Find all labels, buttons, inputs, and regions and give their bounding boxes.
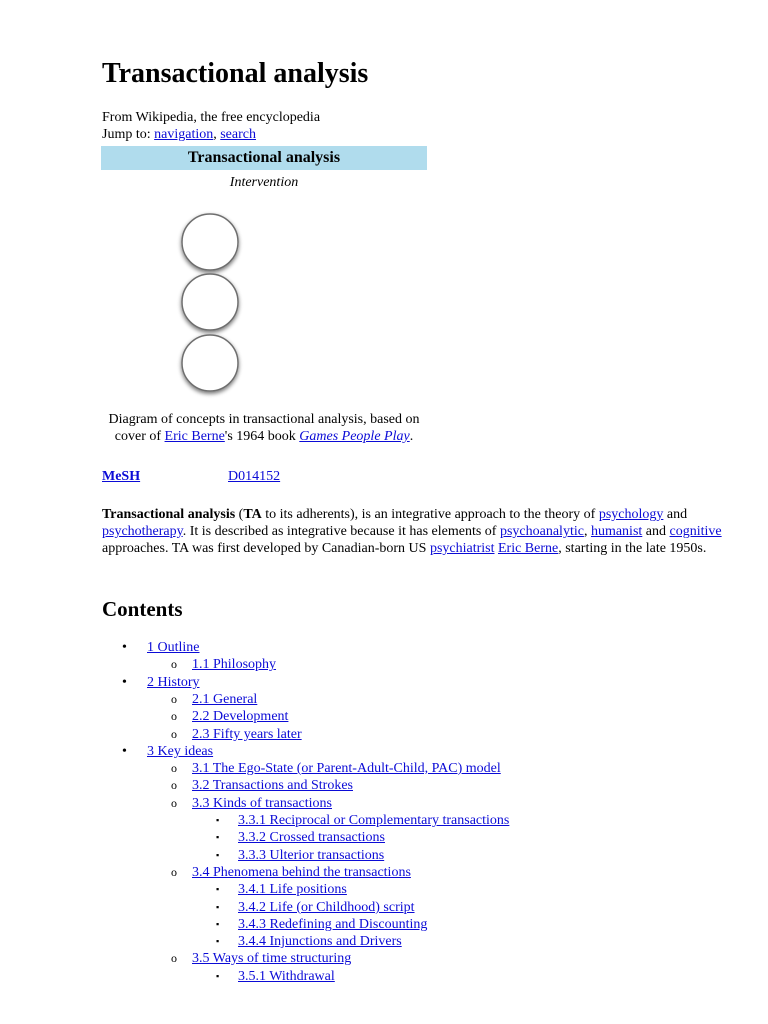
- intro-text: approaches. TA was first developed by Canadian-born US: [102, 541, 430, 556]
- caption-text: 's 1964 book: [224, 429, 300, 444]
- toc-link[interactable]: 3.3 Kinds of transactions: [192, 796, 332, 811]
- intro-text: and: [642, 524, 670, 539]
- jump-prefix: Jump to:: [102, 127, 155, 142]
- jump-separator: ,: [213, 127, 221, 142]
- infobox-caption: [101, 411, 427, 445]
- mesh-link[interactable]: MeSH: [102, 469, 141, 484]
- infobox-title: Transactional analysis: [101, 146, 427, 170]
- parent-circle: [182, 214, 238, 270]
- cognitive-link[interactable]: cognitive: [669, 524, 722, 539]
- eric-berne-link[interactable]: Eric Berne: [164, 429, 225, 444]
- toc-link[interactable]: 3.4.1 Life positions: [238, 882, 347, 897]
- toc-link[interactable]: 2.2 Development: [192, 709, 289, 724]
- mesh-id-link[interactable]: D014152: [228, 469, 281, 484]
- jump-links: [102, 126, 256, 143]
- toc-link[interactable]: 3.4 Phenomena behind the transactions: [192, 865, 411, 880]
- toc-link[interactable]: 3.2 Transactions and Strokes: [192, 778, 353, 793]
- toc-link[interactable]: 3.1 The Ego-State (or Parent-Adult-Child, PAC) model: [192, 761, 501, 776]
- toc-bullet: o: [171, 778, 177, 792]
- toc-bullet: ▪: [216, 832, 220, 842]
- toc-bullet: o: [171, 951, 177, 965]
- toc-link[interactable]: 3.4.2 Life (or Childhood) script: [238, 900, 415, 915]
- psychotherapy-link[interactable]: psychotherapy: [102, 524, 183, 539]
- toc-bullet: o: [171, 692, 177, 706]
- toc-bullet: ▪: [216, 884, 220, 894]
- toc-bullet: o: [171, 865, 177, 879]
- infobox-subtitle: Intervention: [229, 175, 299, 190]
- navigation-link[interactable]: navigation: [154, 127, 214, 142]
- intro-term: Transactional analysis: [102, 507, 236, 522]
- toc-link[interactable]: 3.5.1 Withdrawal: [238, 969, 335, 984]
- toc-bullet: o: [171, 727, 177, 741]
- intro-paragraph: [102, 506, 722, 557]
- toc-bullet: o: [171, 657, 177, 671]
- search-link[interactable]: search: [220, 127, 256, 142]
- psychology-link[interactable]: psychology: [598, 507, 664, 522]
- toc-link[interactable]: 2 History: [147, 675, 200, 690]
- toc-bullet: •: [122, 744, 127, 759]
- contents-heading: Contents: [102, 597, 183, 621]
- tagline: From Wikipedia, the free encyclopedia: [102, 110, 321, 125]
- toc-link[interactable]: 3.3.2 Crossed transactions: [238, 830, 385, 845]
- intro-abbr: TA: [243, 507, 262, 522]
- intro-text: ,: [583, 524, 591, 539]
- child-circle: [182, 335, 238, 391]
- eric-berne-link[interactable]: Eric Berne: [497, 541, 559, 556]
- toc-link[interactable]: 3.4.3 Redefining and Discounting: [238, 917, 428, 932]
- intro-text: (: [235, 507, 244, 522]
- caption-text: .: [409, 429, 414, 444]
- toc-link[interactable]: 2.3 Fifty years later: [192, 727, 302, 742]
- pac-diagram-image: [170, 208, 250, 402]
- humanist-link[interactable]: humanist: [590, 524, 643, 539]
- toc-bullet: o: [171, 761, 177, 775]
- intro-text: to its adherents), is an integrative approach to the theory of: [261, 507, 599, 522]
- toc-link[interactable]: 3.5 Ways of time structuring: [192, 951, 352, 966]
- toc-link[interactable]: 3.4.4 Injunctions and Drivers: [238, 934, 402, 949]
- intro-text: and: [663, 507, 688, 522]
- toc-link[interactable]: 2.1 General: [192, 692, 258, 707]
- toc-bullet: •: [122, 675, 127, 690]
- toc-bullet: ▪: [216, 850, 220, 860]
- toc-bullet: ▪: [216, 919, 220, 929]
- toc-bullet: ▪: [216, 815, 220, 825]
- toc-bullet: ▪: [216, 936, 220, 946]
- toc-bullet: ▪: [216, 902, 220, 912]
- toc-link[interactable]: 3 Key ideas: [147, 744, 214, 759]
- toc-bullet: o: [171, 796, 177, 810]
- games-people-play-link[interactable]: Games People Play: [299, 429, 410, 444]
- psychiatrist-link[interactable]: psychiatrist: [429, 541, 495, 556]
- toc-link[interactable]: 1 Outline: [147, 640, 200, 655]
- toc-link[interactable]: 3.3.1 Reciprocal or Complementary transactions: [238, 813, 510, 828]
- page-title: Transactional analysis: [102, 58, 369, 89]
- psychoanalytic-link[interactable]: psychoanalytic: [499, 524, 584, 539]
- toc-bullet: •: [122, 640, 127, 655]
- toc-bullet: ▪: [216, 971, 220, 981]
- intro-text: . It is described as integrative because it has elements of: [182, 524, 500, 539]
- adult-circle: [182, 274, 238, 330]
- intro-text: , starting in the late 1950s.: [558, 541, 707, 556]
- toc-link[interactable]: 1.1 Philosophy: [192, 657, 277, 672]
- toc-link[interactable]: 3.3.3 Ulterior transactions: [238, 848, 385, 863]
- toc-bullet: o: [171, 709, 177, 723]
- caption-text: Diagram of concepts in transactional analysis, based on cover of: [108, 412, 420, 444]
